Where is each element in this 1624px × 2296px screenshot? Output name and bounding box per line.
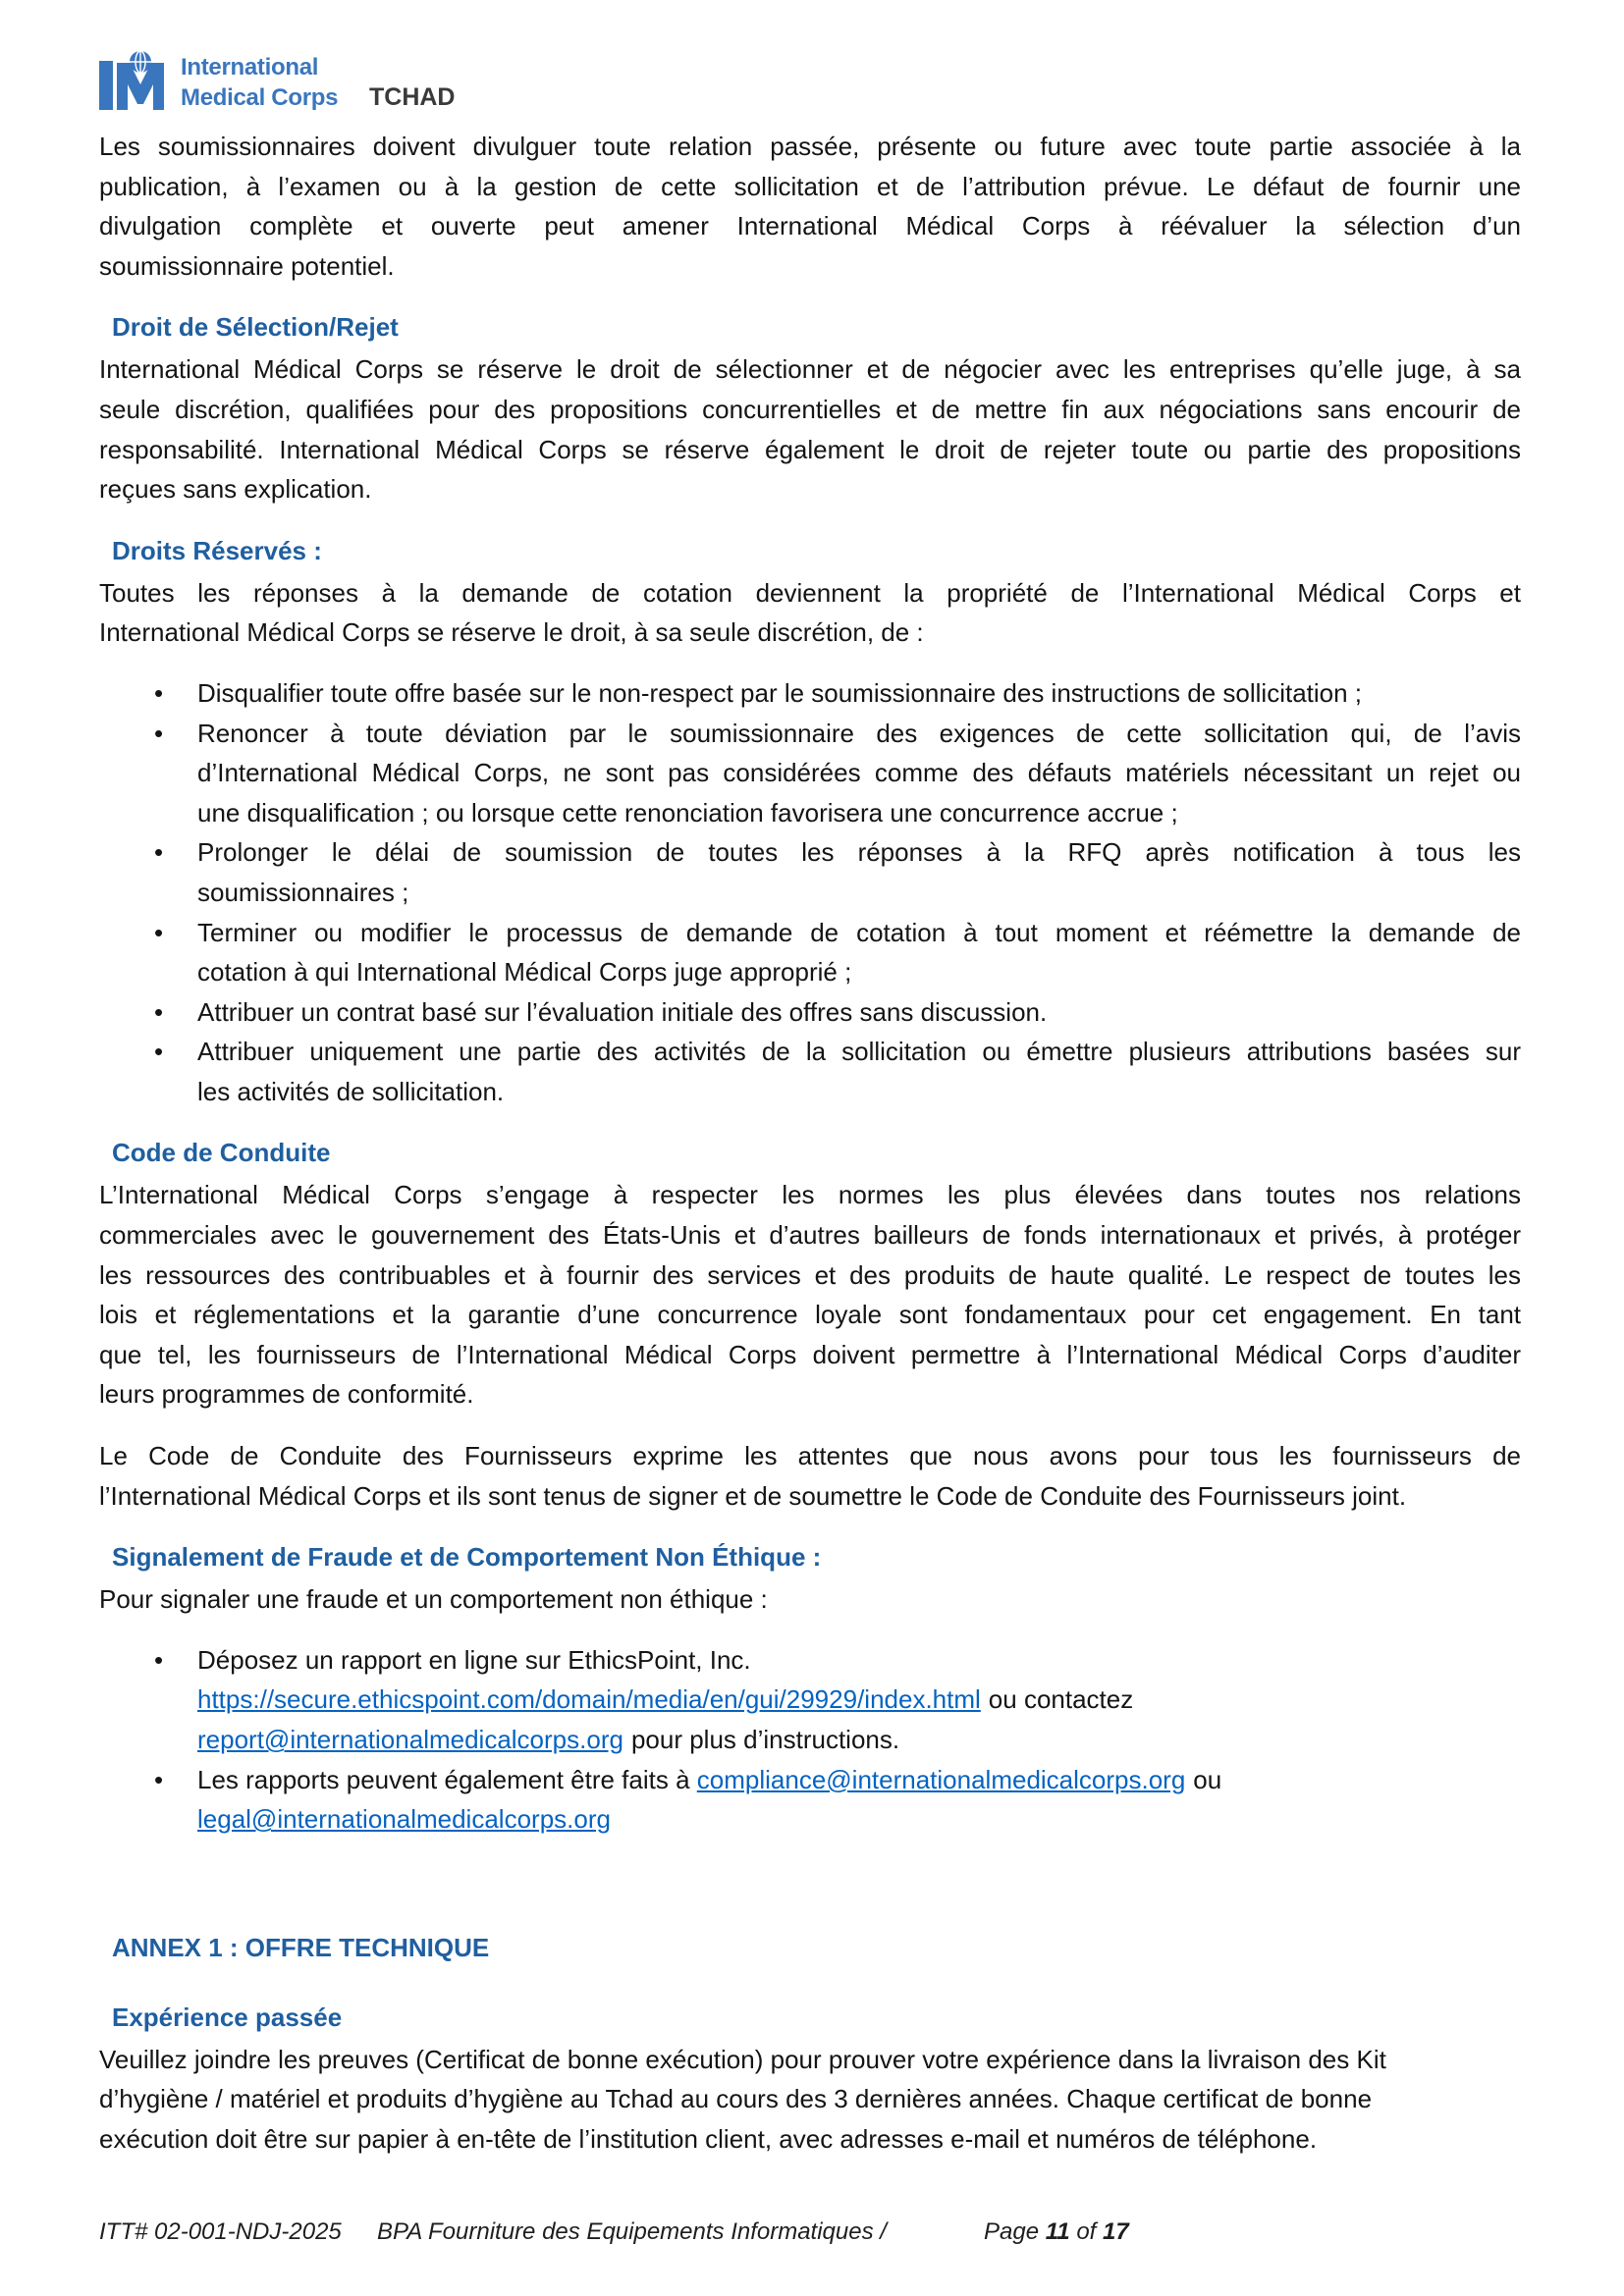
document-body [99,127,1521,2160]
disclosure-paragraph [99,127,1521,286]
bullet-icon: • [154,1037,164,1067]
link-trailing-text: pour plus d’instructions. [630,1725,900,1754]
selection-paragraph [99,349,1521,508]
paragraph-line: seule discrétion, qualifiées pour des propositions concurrentielles et de mettre fin aux négociations sans encourir de [99,394,1521,424]
ethicspoint-link[interactable]: https://secure.ethicspoint.com/domain/media/en/gui/29929/index.html [197,1684,981,1715]
paragraph-line: Le Code de Conduite des Fournisseurs exprime les attentes que nous avons pour tous les fournisseurs de [99,1441,1521,1471]
reserved-paragraph [99,573,1521,653]
list-item [99,832,1521,912]
bullet-icon: • [154,996,164,1027]
bullet-icon: • [154,1644,164,1675]
list-item-line: Attribuer uniquement une partie des activités de la sollicitation ou émettre plusieurs attributions basées sur [197,1037,1521,1067]
paragraph-line: Veuillez joindre les preuves (Certificat de bonne exécution) pour prouver votre expérience dans la livraison des Kit [99,2044,1386,2074]
list-item-line [197,1760,1521,1800]
list-item [99,992,1521,1033]
page-footer [0,2217,1624,2247]
report-email-link[interactable]: report@internationalmedicalcorps.org [197,1725,623,1754]
paragraph-line: responsabilité. International Médical Corps se réserve également le droit de rejeter toute ou partie des propositions [99,434,1521,464]
paragraph-line: exécution doit être sur papier à en-tête de l’institution client, avec adresses e-mail et numéros de téléphone. [99,2123,1318,2154]
paragraph-line: soumissionnaire potentiel. [99,250,395,281]
bullet-icon: • [154,677,164,708]
list-item-text: Les rapports peuvent également être faits à [197,1764,690,1794]
list-item [99,1640,1521,1760]
fraud-reporting-list [99,1640,1521,1840]
list-item-line [197,1680,1521,1720]
paragraph-line: reçues sans explication. [99,474,372,505]
heading-reserved-rights: Droits Réservés : [112,535,322,565]
list-item [99,1760,1521,1840]
paragraph-line: Toutes les réponses à la demande de cotation deviennent la propriété de l’International Médical Corps et [99,577,1521,608]
list-item-line: cotation à qui International Médical Corps juge approprié ; [197,957,852,988]
paragraph-line: l’International Médical Corps et ils sont tenus de signer et de soumettre le Code de Conduite des Fournisseurs joint. [99,1480,1407,1511]
page-number [984,2217,1129,2247]
page-current: 11 [1045,2218,1070,2245]
paragraph-line: commerciales avec le gouvernement des États-Unis et d’autres bailleurs de fonds internationaux et privés, à protéger [99,1220,1521,1251]
list-item [99,1032,1521,1111]
conduct-paragraph-2 [99,1436,1521,1516]
compliance-email-link[interactable]: compliance@internationalmedicalcorps.org [696,1764,1186,1794]
list-item-line: Prolonger le délai de soumission de toutes les réponses à la RFQ après notification à tous les [197,837,1521,868]
list-item-line: les activités de sollicitation. [197,1076,505,1106]
heading-selection-rejection: Droit de Sélection/Rejet [112,312,399,343]
logo-line-2: Medical Corps [181,84,339,111]
list-item [99,714,1521,833]
list-item-line: soumissionnaires ; [197,877,409,907]
paragraph-line: lois et réglementations et la garantie d’une concurrence loyale sont fondamentaux pour cet engagement. En tant [99,1300,1521,1330]
list-item-line [197,1720,1521,1760]
footer-reference: ITT# 02-001-NDJ-2025 [99,2218,342,2245]
paragraph-line: publication, à l’examen ou à la gestion de cette sollicitation et de l’attribution prévue. Le défaut de fournir une [99,171,1521,201]
bullet-icon: • [154,837,164,868]
list-item-line [197,1799,1521,1840]
paragraph-line: Les soumissionnaires doivent divulguer toute relation passée, présente ou future avec toute partie associée à la [99,132,1521,161]
paragraph-line: divulgation complète et ouverte peut amener International Médical Corps à réévaluer la sélection d’un [99,211,1521,241]
heading-annex: ANNEX 1 : OFFRE TECHNIQUE [112,1932,490,1962]
paragraph-line: leurs programmes de conformité. [99,1379,474,1410]
country-label: TCHAD [369,83,456,111]
footer-project: BPA Fourniture des Equipements Informatiques / [377,2218,887,2245]
page-total: 17 [1103,2218,1129,2245]
page-of-label: of [1076,2218,1097,2245]
bullet-icon: • [154,1764,164,1794]
conduct-paragraph-1 [99,1175,1521,1415]
list-item-line: Déposez un rapport en ligne sur EthicsPoint, Inc. [197,1644,751,1675]
list-item-line: Terminer ou modifier le processus de demande de cotation à tout moment et réémettre la demande de [197,917,1521,947]
link-trailing-text: ou [1193,1764,1222,1794]
experience-paragraph [99,2040,1521,2160]
heading-code-of-conduct: Code de Conduite [112,1138,331,1168]
heading-past-experience: Expérience passée [112,2002,343,2032]
paragraph-line: International Médical Corps se réserve le droit de sélectionner et de négocier avec les entreprises qu’elle juge, à sa [99,354,1521,385]
paragraph-line: d’hygiène / matériel et produits d’hygiène au Tchad au cours des 3 dernières années. Chaque certificat de bonne [99,2084,1373,2114]
link-trailing-text: ou contactez [988,1684,1134,1715]
bullet-icon: • [154,718,164,748]
fraud-intro: Pour signaler une fraude et un comportement non éthique : [99,1584,768,1615]
paragraph-line: L’International Médical Corps s’engage à respecter les normes les plus élevées dans toutes nos relations [99,1180,1521,1210]
paragraph-line: les ressources des contribuables et à fournir des services et des produits de haute qualité. Le respect de toutes les [99,1259,1521,1290]
reserved-rights-list [99,673,1521,1112]
heading-fraud-reporting: Signalement de Fraude et de Comportement Non Éthique : [112,1542,822,1573]
paragraph-line: International Médical Corps se réserve le droit, à sa seule discrétion, de : [99,617,924,648]
page-label: Page [984,2218,1040,2245]
list-item-line: Disqualifier toute offre basée sur le non-respect par le soumissionnaire des instructions de sollicitation ; [197,677,1363,708]
list-item-line: une disqualification ; ou lorsque cette renonciation favorisera une concurrence accrue ; [197,797,1178,828]
list-item [99,913,1521,992]
imc-logo-icon [99,49,174,112]
bullet-icon: • [154,917,164,947]
imc-logo-text [181,52,338,113]
list-item-line: Attribuer un contrat basé sur l’évaluation initiale des offres sans discussion. [197,996,1048,1027]
list-item [99,673,1521,714]
list-item-line: d’International Médical Corps, ne sont pas considérées comme des défauts matériels nécessitant un rejet ou [197,758,1521,788]
logo-line-1: International [181,54,319,80]
paragraph-line: que tel, les fournisseurs de l’International Médical Corps doivent permettre à l’International Médical Corps d’auditer [99,1339,1521,1369]
list-item-line: Renoncer à toute déviation par le soumissionnaire des exigences de cette sollicitation qui, de l’avis [197,718,1521,748]
legal-email-link[interactable]: legal@internationalmedicalcorps.org [197,1804,611,1835]
